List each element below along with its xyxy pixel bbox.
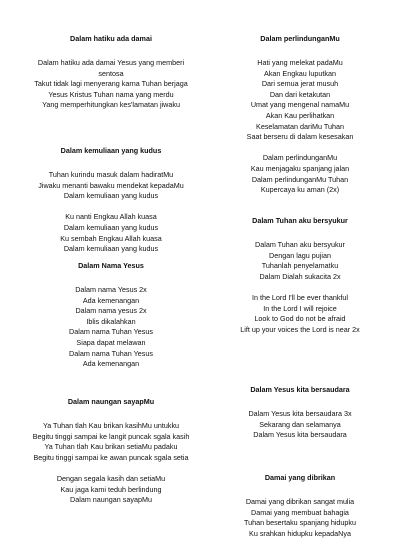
song-lyrics <box>205 409 395 441</box>
song-lyrics <box>16 421 206 506</box>
lyric-line: Dengan lagu pujian <box>269 250 331 260</box>
lyric-line: Begitu tinggi sampai ke langit puncak sgala kasih <box>32 431 190 441</box>
stanza-break <box>16 202 206 213</box>
song-lyrics <box>205 58 395 196</box>
lyric-line: Dalam kemuliaan yang kudus <box>63 191 159 201</box>
lyric-line: In the Lord I'll be ever thankful <box>251 292 349 302</box>
lyric-line: Sekarang dan selamanya <box>259 419 341 429</box>
lyric-line: Kupercaya ku aman (2x) <box>260 185 340 195</box>
lyric-line: Dalam Yesus kita bersaudara <box>253 430 347 440</box>
lyric-line: Ya Tuhan tlah Kau brikan setiaMu padaku <box>44 442 178 452</box>
lyric-line: In the Lord I will rejoice <box>263 303 337 313</box>
lyric-line: Ada kemenangan <box>82 295 140 305</box>
lyric-line: Dalam kemuliaan yang kudus <box>63 222 159 232</box>
lyric-line: Dalam kemuliaan yang kudus <box>63 244 159 254</box>
song-block <box>16 34 206 111</box>
lyric-line: Dalam perlindunganMu Tuhan <box>251 174 349 184</box>
lyric-line: Damai yang membuat bahagia <box>251 507 349 517</box>
song-lyrics <box>16 285 206 370</box>
song-title: Dalam Tuhan aku bersyukur <box>252 216 348 225</box>
lyric-line: Dan dari ketakutan <box>269 89 331 99</box>
song-block <box>16 146 206 255</box>
lyric-line: Akan Kau perlihatkan <box>265 110 335 120</box>
lyric-line: Ku srahkan hidupku kepadaNya <box>249 528 351 538</box>
lyric-line: Damai yang dibrikan sangat mulia <box>245 497 355 506</box>
song-title: Damai yang dibrikan <box>264 473 336 482</box>
lyric-line: Ku nanti Engkau Allah kuasa <box>65 212 157 222</box>
lyric-line: Dalam Tuhan aku bersyukur <box>255 240 345 249</box>
lyric-line: Dalam nama Tuhan Yesus <box>69 327 153 337</box>
song-title: Dalam hatiku ada damai <box>70 34 152 43</box>
song-lyrics <box>205 240 395 335</box>
lyric-line: Dengan segala kasih dan setiaMu <box>56 473 166 483</box>
lyric-line: Tuhan besertaku spanjang hidupku <box>243 518 357 528</box>
song-lyrics <box>205 497 395 539</box>
lyric-line: Look to God do not be afraid <box>254 314 346 324</box>
lyric-line: Dalam Yesus kita bersaudara 3x <box>248 409 352 418</box>
lyric-line: Saat berseru di dalam kesesakan <box>246 132 354 142</box>
song-title: Dalam Yesus kita bersaudara <box>250 385 350 394</box>
lyric-line: Lift up your voices the Lord is near 2x <box>240 324 360 334</box>
lyric-line: Akan Engkau luputkan <box>264 68 336 78</box>
lyric-line: Yang memperhitungkan kes'lamatan jiwaku <box>42 100 180 110</box>
song-block <box>205 216 395 335</box>
song-block <box>205 385 395 441</box>
lyric-line: Umat yang mengenal namaMu <box>250 100 350 110</box>
stanza-break <box>205 282 395 293</box>
lyric-line: sentosa <box>98 68 124 78</box>
song-title: Dalam naungan sayapMu <box>67 397 155 406</box>
lyric-line: Dalam nama yesus 2x <box>75 306 147 316</box>
song-title: Dalam perlindunganMu <box>260 34 340 43</box>
lyric-line: Siapa dapat melawan <box>76 337 146 347</box>
lyric-line: Kau jaga kami teduh berlindung <box>60 484 162 494</box>
lyric-line: Ada kemenangan <box>82 359 140 369</box>
lyric-line: Dalam hatiku ada damai Yesus yang memberi <box>37 58 185 67</box>
lyric-line: Tuhanlah penyelamatku <box>261 261 339 271</box>
song-block <box>16 397 206 506</box>
lyric-line: Dalam naungan sayapMu <box>70 495 152 505</box>
lyric-line: Dari semua jerat musuh <box>261 79 339 89</box>
song-lyrics <box>16 170 206 255</box>
lyric-line: Dalam Dialah sukacita 2x <box>259 271 341 281</box>
song-lyrics <box>16 58 206 111</box>
lyric-line: Hati yang melekat padaMu <box>257 58 343 67</box>
song-title: Dalam Nama Yesus <box>78 261 144 270</box>
lyric-line: Ya Tuhan tlah Kau brikan kasihMu untukku <box>42 421 180 430</box>
lyric-line: Begitu tinggi sampai ke awan puncak sgala setia <box>33 452 189 462</box>
lyric-line: Yesus Kristus Tuhan nama yang merdu <box>48 89 174 99</box>
stanza-break <box>16 463 206 474</box>
stanza-break <box>205 143 395 154</box>
lyric-line: Dalam nama Tuhan Yesus <box>69 348 153 358</box>
lyric-line: Dalam nama Yesus 2x <box>75 285 147 294</box>
song-block <box>205 473 395 539</box>
song-block <box>16 261 206 370</box>
lyric-line: Tuhan kurindu masuk dalam hadiratMu <box>48 170 174 179</box>
song-block <box>205 34 395 196</box>
lyric-line: Keselamatan dariMu Tuhan <box>256 121 344 131</box>
lyric-line: Dalam perlindunganMu <box>262 153 338 163</box>
lyric-line: Kau menjagaku spanjang jalan <box>250 163 350 173</box>
lyric-line: Iblis dikalahkan <box>86 316 136 326</box>
song-title: Dalam kemuliaan yang kudus <box>60 146 162 155</box>
lyric-line: Takut tidak lagi menyerang karna Tuhan berjaga <box>34 79 188 89</box>
lyric-line: Ku sembah Engkau Allah kuasa <box>60 233 162 243</box>
lyric-line: Jiwaku menanti bawaku mendekat kepadaMu <box>38 180 184 190</box>
